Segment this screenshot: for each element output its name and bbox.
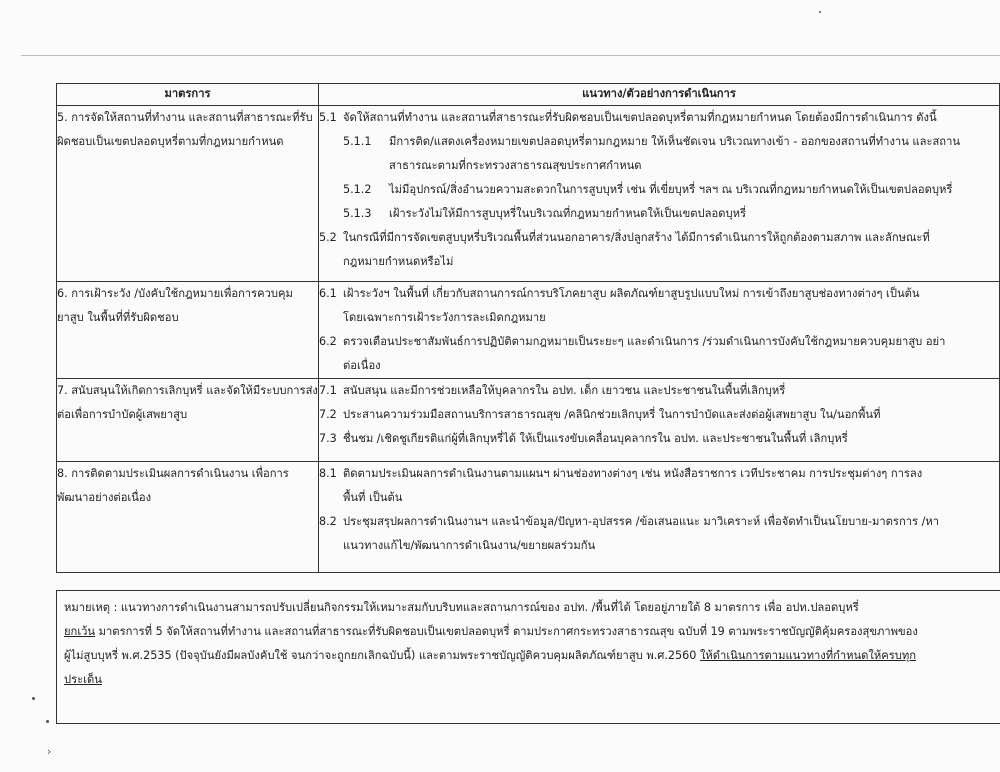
item-number: 6.2 [319, 335, 337, 348]
table-row [57, 282, 1000, 379]
note-text: ผู้ไม่สูบบุหรี่ พ.ศ.2535 (ปัจจุบันยังมีผลบังคับใช้ จนกว่าจะถูกยกเลิกฉบับนี้) และตามพระราชบัญญัติควบคุมผลิตภัณฑ์ยาสูบ พ.ศ.2560 [64, 649, 700, 662]
table-row [57, 106, 1000, 282]
measure-text: 7. สนับสนุนให้เกิดการเลิกบุหรี่ และจัดให้มีระบบการส่งต่อเพื่อการบำบัดผู้เสพยาสูบ [57, 384, 318, 421]
measure-column-header: มาตรการ [57, 84, 319, 106]
item-number: 7.2 [319, 408, 337, 421]
guideline-cell [319, 106, 1000, 282]
item-text [343, 510, 999, 558]
guideline-item [319, 510, 999, 558]
scan-mark: › [47, 745, 52, 758]
item-text: เฝ้าระวังไม่ให้มีการสูบบุหรี่ในบริเวณที่กฎหมายกำหนดให้เป็นเขตปลอดบุหรี่ [389, 207, 746, 220]
guideline-item [319, 282, 999, 330]
guideline-item [319, 403, 999, 427]
item-text-line: ประชุมสรุปผลการดำเนินงานฯ และนำข้อมูล/ปัญหา-อุปสรรค /ข้อเสนอแนะ มาวิเคราะห์ เพื่อจัดทำเป็นนโยบาย-มาตรการ /หา [343, 515, 939, 528]
item-text-line: มีการติด/แสดงเครื่องหมายเขตปลอดบุหรี่ตามกฎหมาย ให้เห็นชัดเจน บริเวณทางเข้า - ออกของสถานที่ทำงาน และสถาน [389, 135, 961, 148]
measure-text: 8. การติดตามประเมินผลการดำเนินงาน เพื่อการพัฒนาอย่างต่อเนื่อง [57, 467, 289, 504]
item-text [343, 226, 999, 274]
item-text-continuation: แนวทางแก้ไข/พัฒนาการดำเนินงาน/ขยายผลร่วมกัน [343, 539, 596, 552]
guideline-item [319, 379, 999, 403]
guideline-cell [319, 379, 1000, 462]
scan-speck [46, 720, 49, 723]
note-line [64, 620, 1000, 644]
note-line [64, 668, 1000, 692]
item-number: 5.1.2 [343, 183, 372, 196]
item-number: 8.2 [319, 515, 337, 528]
note-except-label: ยกเว้น [64, 625, 96, 638]
note-underlined-text: ประเด็น [64, 673, 102, 686]
item-number: 7.3 [319, 432, 337, 445]
measure-cell [57, 282, 319, 379]
note-underlined-text: ให้ดำเนินการตามแนวทางที่กำหนดให้ครบทุก [699, 649, 917, 662]
measure-text: 6. การเฝ้าระวัง /บังคับใช้กฎหมายเพื่อการควบคุมยาสูบ ในพื้นที่ที่รับผิดชอบ [57, 287, 293, 324]
item-text: จัดให้สถานที่ทำงาน และสถานที่สาธารณะที่รับผิดชอบเป็นเขตปลอดบุหรี่ตามที่กฎหมายกำหนด โดยต้องมีการดำเนินการ ดังนี้ [343, 111, 937, 124]
item-number: 5.1.3 [343, 207, 372, 220]
guideline-sub-item [343, 202, 999, 226]
measure-cell [57, 106, 319, 282]
item-text: สนับสนุน และมีการช่วยเหลือให้บุคลากรใน อปท. เด็ก เยาวชน และประชาชนในพื้นที่เลิกบุหรี่ [343, 384, 786, 397]
item-text-continuation: โดยเฉพาะการเฝ้าระวังการละเมิดกฎหมาย [343, 311, 546, 324]
note-line [64, 644, 1000, 668]
item-text-line: ตรวจเตือนประชาสัมพันธ์การปฏิบัติตามกฎหมายเป็นระยะๆ และดำเนินการ /ร่วมดำเนินการบังคับใช้กฎหมายควบคุมยาสูบ อย่า [343, 335, 946, 348]
item-number: 5.1.1 [343, 135, 372, 148]
item-text-continuation: ต่อเนื่อง [343, 359, 381, 372]
measure-text: 5. การจัดให้สถานที่ทำงาน และสถานที่สาธารณะที่รับผิดชอบเป็นเขตปลอดบุหรี่ตามที่กฎหมายกำหนด [57, 111, 313, 148]
note-box [56, 590, 1000, 724]
guideline-item [319, 106, 999, 130]
guideline-item [319, 226, 999, 274]
measure-cell [57, 462, 319, 573]
item-text-continuation: กฎหมายกำหนดหรือไม่ [343, 255, 454, 268]
item-number: 7.1 [319, 384, 337, 397]
guideline-column-header: แนวทาง/ตัวอย่างการดำเนินการ [319, 84, 1000, 106]
guideline-item [319, 427, 999, 451]
scan-speck [819, 11, 821, 13]
item-number: 6.1 [319, 287, 337, 300]
item-text: ประสานความร่วมมือสถานบริการสาธารณสุข /คลินิกช่วยเลิกบุหรี่ ในการบำบัดและส่งต่อผู้เสพยาสูบ ใน/นอกพื้นที่ [343, 408, 881, 421]
item-text [343, 282, 999, 330]
guideline-item [319, 330, 999, 378]
guideline-sub-item [343, 178, 999, 202]
item-number: 5.1 [319, 111, 337, 124]
measure-cell [57, 379, 319, 462]
item-text-line: ในกรณีที่มีการจัดเขตสูบบุหรี่บริเวณพื้นที่ส่วนนอกอาคาร/สิ่งปลูกสร้าง ได้มีการดำเนินการให้ถูกต้องตามสภาพ และลักษณะที่ [343, 231, 930, 244]
guideline-cell [319, 282, 1000, 379]
guideline-sub-item [343, 130, 999, 178]
item-text-continuation: พื้นที่ เป็นต้น [343, 491, 403, 504]
item-text: ไม่มีอุปกรณ์/สิ่งอำนวยความสะดวกในการสูบบุหรี่ เช่น ที่เขี่ยบุหรี่ ฯลฯ ณ บริเวณที่กฎหมายกำหนดให้เป็นเขตปลอดบุหรี่ [389, 183, 953, 196]
scan-top-rule [21, 55, 1000, 56]
scan-speck [32, 697, 35, 700]
note-line: หมายเหตุ : แนวทางการดำเนินงานสามารถปรับเปลี่ยนกิจกรรมให้เหมาะสมกับบริบทและสถานการณ์ของ อปท. /พื้นที่ได้ โดยอยู่ภายใต้ 8 มาตรการ เพื่อ อปท.ปลอดบุหรี่ [64, 601, 859, 614]
item-text-continuation: สาธารณะตามที่กระทรวงสาธารณสุขประกาศกำหนด [389, 159, 642, 172]
item-text [389, 130, 999, 178]
guideline-cell [319, 462, 1000, 573]
item-number: 8.1 [319, 467, 337, 480]
item-text-line: เฝ้าระวังฯ ในพื้นที่ เกี่ยวกับสถานการณ์การบริโภคยาสูบ ผลิตภัณฑ์ยาสูบรูปแบบใหม่ การเข้าถึงยาสูบช่องทางต่างๆ เป็นต้น [343, 287, 920, 300]
table-row [57, 379, 1000, 462]
item-text: ชื่นชม /เชิดชูเกียรติแก่ผู้ที่เลิกบุหรี่ได้ ให้เป็นแรงขับเคลื่อนบุคลากรใน อปท. และประชาชนในพื้นที่ เลิกบุหรี่ [343, 432, 848, 445]
item-text-line: ติดตามประเมินผลการดำเนินงานตามแผนฯ ผ่านช่องทางต่างๆ เช่น หนังสือราชการ เวทีประชาคม การประชุมต่างๆ การลง [343, 467, 923, 480]
guideline-item [319, 462, 999, 510]
table-row [57, 462, 1000, 573]
table-header-row [57, 84, 1000, 106]
item-text [343, 462, 999, 510]
note-text: มาตรการที่ 5 จัดให้สถานที่ทำงาน และสถานที่สาธารณะที่รับผิดชอบเป็นเขตปลอดบุหรี่ ตามประกาศกระทรวงสาธารณสุข ฉบับที่ 19 ตามพระราชบัญญัติคุ้มครองสุขภาพของ [95, 625, 918, 638]
item-number: 5.2 [319, 231, 337, 244]
item-text [343, 330, 999, 378]
measures-table [56, 83, 1000, 573]
